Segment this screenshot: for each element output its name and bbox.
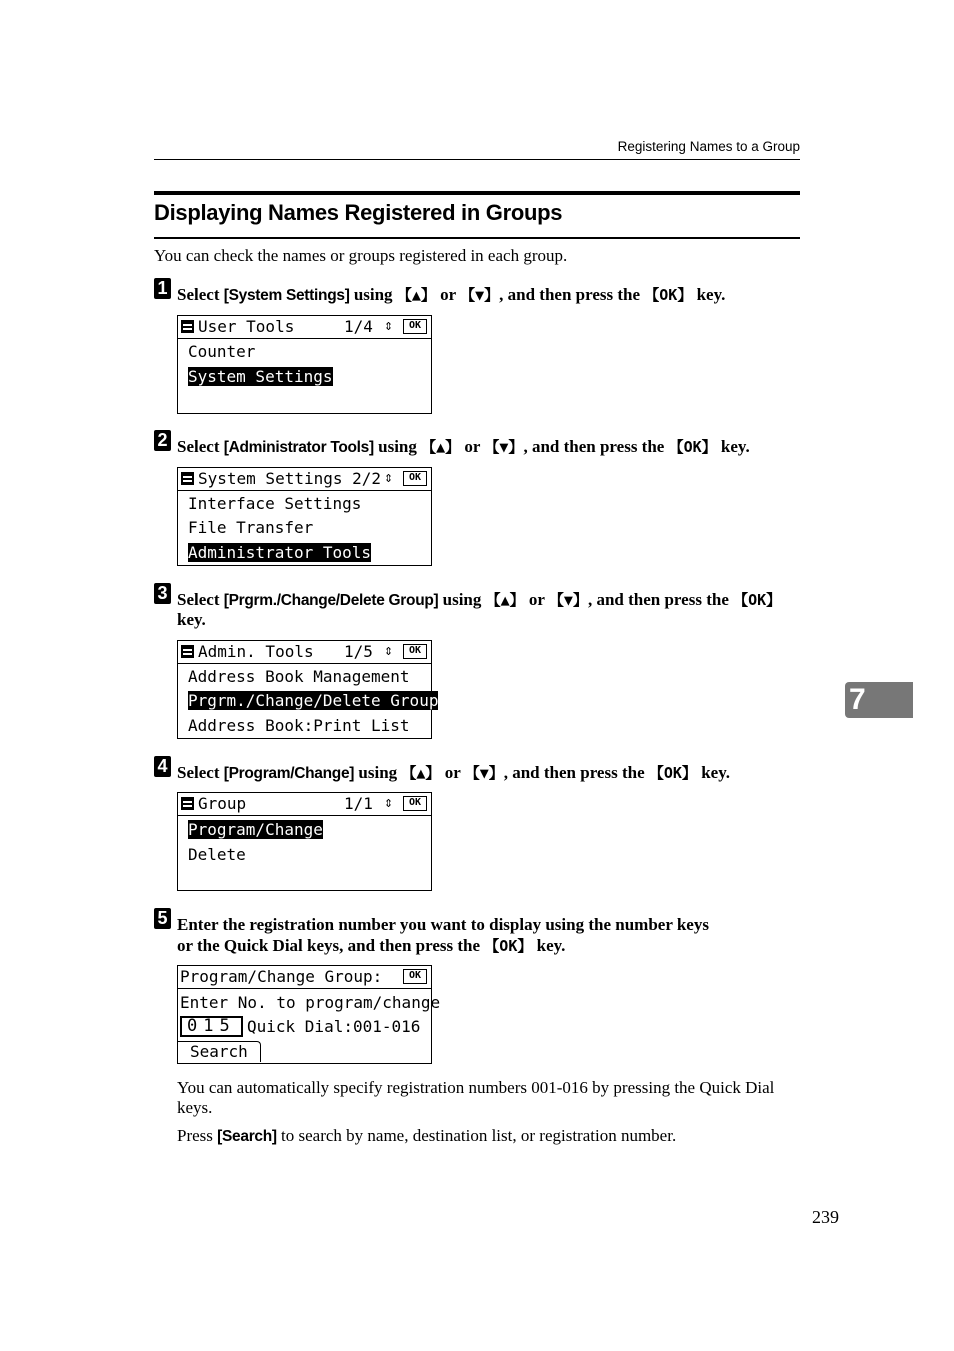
step-5-text: or the Quick Dial keys, and then press the xyxy=(177,936,485,955)
up-down-arrows-icon: ⇕ xyxy=(384,468,394,486)
step-2-instruction xyxy=(177,436,750,458)
lcd-screen-group xyxy=(177,792,432,891)
lcd-title: User Tools xyxy=(198,317,295,336)
running-header: Registering Names to a Group xyxy=(617,139,800,154)
step-1-using: using xyxy=(349,285,397,304)
lcd-screen-system-settings xyxy=(177,467,432,566)
step-4-instruction xyxy=(177,762,730,784)
note-search xyxy=(177,1126,676,1147)
ok-key: 【OK】 xyxy=(644,286,693,304)
step-2-menu-item: [Administrator Tools] xyxy=(223,439,374,456)
note-search-post: to search by name, destination list, or registration number. xyxy=(276,1126,677,1145)
step-2-or: or xyxy=(460,437,485,456)
step-3-number: 3 xyxy=(154,583,171,604)
lcd-title-bar xyxy=(178,966,431,989)
lcd-title: Admin. Tools xyxy=(198,642,314,661)
step-4-select: Select xyxy=(177,763,220,782)
step-4-using: using xyxy=(354,763,402,782)
step-5-number: 5 xyxy=(154,908,171,929)
note-quick-dial: You can automatically specify registration numbers 001-016 by pressing the Quick Dial keys. xyxy=(177,1078,775,1117)
up-key: 【▲】 xyxy=(396,286,436,304)
step-1-select: Select xyxy=(177,285,220,304)
step-3-key-word: key. xyxy=(177,610,206,629)
step-2-then: , and then press the xyxy=(523,437,669,456)
section-title: Displaying Names Registered in Groups xyxy=(154,200,563,225)
lcd-menu-item-prgrm-change-delete-group-selected: Prgrm./Change/Delete Group xyxy=(188,691,439,710)
step-3-select: Select xyxy=(177,590,220,609)
step-3-instruction xyxy=(177,589,781,611)
step-1-instruction xyxy=(177,284,725,306)
document-icon xyxy=(181,320,194,333)
ok-icon: OK xyxy=(403,471,427,486)
lcd-title-bar xyxy=(178,641,431,664)
step-1-or: or xyxy=(435,285,461,304)
ok-key: 【OK】 xyxy=(668,438,717,456)
document-icon xyxy=(181,797,194,810)
section-title-rule xyxy=(154,237,800,239)
intro-text: You can check the names or groups registered in each group. xyxy=(154,246,568,265)
ok-icon: OK xyxy=(403,796,427,811)
step-1-key-word: key. xyxy=(692,285,726,304)
lcd-screen-user-tools xyxy=(177,315,432,414)
step-5-instruction-line2 xyxy=(177,935,565,957)
lcd-menu-item-administrator-tools-selected: Administrator Tools xyxy=(188,543,372,562)
step-4-key-word: key. xyxy=(696,763,730,782)
step-3-then: , and then press the xyxy=(587,590,734,609)
down-key: 【▼】 xyxy=(484,438,524,456)
step-2-using: using xyxy=(373,437,422,456)
lcd-screen-admin-tools xyxy=(177,640,439,739)
lcd-menu-item-counter: Counter xyxy=(188,342,256,361)
document-icon xyxy=(181,645,194,658)
step-4-menu-item: [Program/Change] xyxy=(223,765,355,782)
lcd-menu-item-delete: Delete xyxy=(188,845,246,864)
up-key: 【▲】 xyxy=(401,764,441,782)
lcd-title-bar xyxy=(178,793,431,816)
page-number: 239 xyxy=(812,1207,839,1227)
section-top-rule xyxy=(154,191,800,195)
step-1-menu-item: [System Settings] xyxy=(223,287,350,304)
up-down-arrows-icon: ⇕ xyxy=(384,793,394,811)
step-4-or: or xyxy=(440,763,465,782)
down-key: 【▼】 xyxy=(460,286,500,304)
lcd-title: Group xyxy=(198,794,247,813)
lcd-page-indicator: 1/1 xyxy=(344,794,373,813)
lcd-menu-item-program-change-selected: Program/Change xyxy=(188,820,323,839)
lcd-title-bar xyxy=(178,468,431,491)
step-3-or: or xyxy=(524,590,549,609)
lcd-quick-dial-range: Quick Dial:001-016 xyxy=(247,1017,421,1036)
lcd-title-bar xyxy=(178,316,431,339)
step-3-menu-item: [Prgrm./Change/Delete Group] xyxy=(223,592,439,609)
step-2-number: 2 xyxy=(154,430,171,451)
step-5-instruction-line1: Enter the registration number you want to display using the number keys xyxy=(177,915,709,934)
ok-icon: OK xyxy=(403,644,427,659)
step-4-number: 4 xyxy=(154,756,171,777)
up-down-arrows-icon: ⇕ xyxy=(384,316,394,334)
chapter-tab: 7 xyxy=(845,682,913,718)
up-key: 【▲】 xyxy=(421,438,461,456)
down-key: 【▼】 xyxy=(464,764,504,782)
down-key: 【▼】 xyxy=(548,591,588,609)
lcd-prompt: Enter No. to program/change xyxy=(180,993,441,1012)
ok-icon: OK xyxy=(403,319,427,334)
ok-icon: OK xyxy=(403,969,427,984)
lcd-menu-item-address-book-management: Address Book Management xyxy=(188,667,410,686)
search-key-label: [Search] xyxy=(217,1128,277,1145)
lcd-menu-item-interface-settings: Interface Settings xyxy=(188,494,362,513)
note-search-pre: Press xyxy=(177,1126,218,1145)
up-down-arrows-icon: ⇕ xyxy=(384,641,394,659)
lcd-menu-item-file-transfer: File Transfer xyxy=(188,518,314,537)
step-1-then: , and then press the xyxy=(499,285,645,304)
lcd-screen-program-change-group xyxy=(177,965,441,1064)
step-1-number: 1 xyxy=(154,278,171,299)
step-3-using: using xyxy=(438,590,486,609)
lcd-title: Program/Change Group: xyxy=(180,967,383,986)
header-rule xyxy=(154,159,800,160)
step-4-then: , and then press the xyxy=(503,763,649,782)
lcd-title: System Settings 2/2 xyxy=(198,469,382,488)
lcd-menu-item-system-settings-selected: System Settings xyxy=(188,367,333,386)
ok-key: 【OK】 xyxy=(648,764,697,782)
ok-key: 【OK】 xyxy=(484,937,533,955)
lcd-menu-item-address-book-print-list: Address Book:Print List xyxy=(188,716,410,735)
lcd-page-indicator: 1/5 xyxy=(344,642,373,661)
search-softkey[interactable]: Search xyxy=(178,1041,261,1062)
ok-key: 【OK】 xyxy=(733,591,782,609)
up-key: 【▲】 xyxy=(485,591,525,609)
step-2-key-word: key. xyxy=(716,437,750,456)
step-2-select: Select xyxy=(177,437,220,456)
registration-number-entry[interactable]: 015 xyxy=(180,1016,243,1037)
document-icon xyxy=(181,472,194,485)
lcd-page-indicator: 1/4 xyxy=(344,317,373,336)
step-5-key-word: key. xyxy=(532,936,566,955)
